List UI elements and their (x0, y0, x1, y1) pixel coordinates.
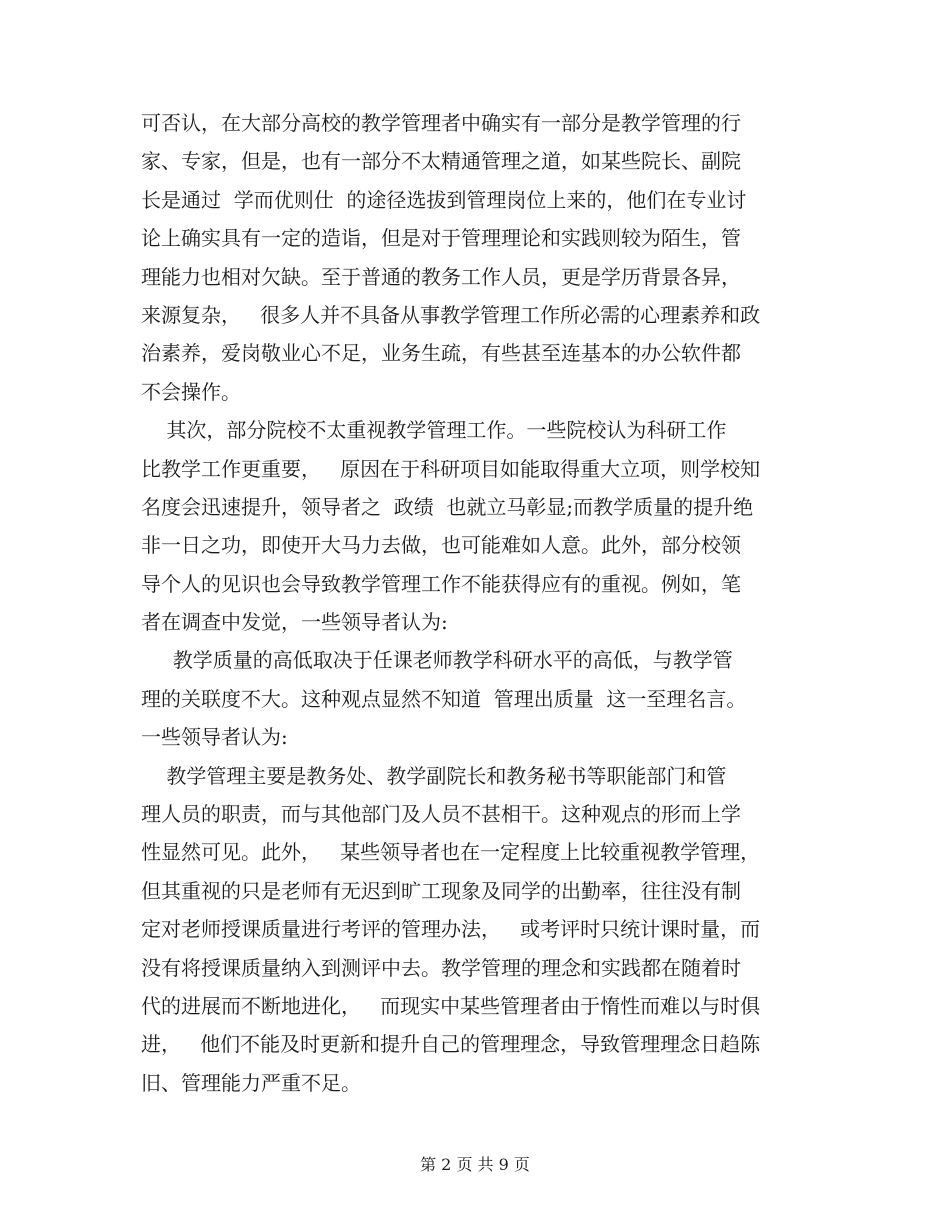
page-footer: 第 2 页 共 9 页 (420, 1155, 530, 1174)
text-line: 论上确实具有一定的造诣，但是对于管理理论和实践则较为陌生，管 (141, 226, 741, 251)
text-line: 教学管理主要是教务处、教学副院长和教务秘书等职能部门和管 (141, 763, 727, 788)
text-line: 来源复杂， 很多人并不具备从事教学管理工作所必需的心理素养和政 (141, 302, 761, 327)
text-line: 者在调查中发觉，一些领导者认为: (141, 610, 448, 635)
text-line: 定对老师授课质量进行考评的管理办法， 或考评时只统计课时量，而 (141, 917, 761, 942)
text-line: 比教学工作更重要， 原因在于科研项目如能取得重大立项，则学校知 (141, 456, 761, 481)
text-line: 长是通过 学而优则仕 的途径选拔到管理岗位上来的，他们在专业讨 (141, 187, 747, 212)
body-text (141, 104, 813, 1102)
text-line: 没有将授课质量纳入到测评中去。教学管理的理念和实践都在随着时 (141, 955, 741, 980)
text-line: 名度会迅速提升，领导者之 政绩 也就立马彰显;而教学质量的提升绝 (141, 494, 754, 519)
text-line: 非一日之功，即使开大马力去做，也可能难如人意。此外，部分校领 (141, 533, 741, 558)
text-line: 但其重视的只是老师有无迟到旷工现象及同学的出勤率，往往没有制 (141, 878, 741, 903)
text-line: 一些领导者认为: (141, 725, 288, 750)
text-line: 不会操作。 (141, 379, 241, 404)
text-line: 可否认，在大部分高校的教学管理者中确实有一部分是教学管理的行 (141, 111, 741, 135)
text-line: 进， 他们不能及时更新和提升自己的管理理念，导致管理理念日趋陈 (141, 1032, 761, 1057)
text-line: 代的进展而不断地进化， 而现实中某些管理者由于惰性而难以与时俱 (141, 993, 761, 1018)
text-line: 理人员的职责，而与其他部门及人员不甚相干。这种观点的形而上学 (141, 802, 741, 827)
text-line: 治素养，爱岗敬业心不足，业务生疏，有些甚至连基本的办公软件都 (141, 341, 741, 366)
text-line: 理能力也相对欠缺。至于普通的教务工作人员，更是学历背景各异， (141, 264, 741, 289)
text-line: 家、专家，但是，也有一部分不太精通管理之道，如某些院长、副院 (141, 149, 741, 174)
text-line: 其次，部分院校不太重视教学管理工作。一些院校认为科研工作 (141, 418, 727, 443)
text-line: 性显然可见。此外， 某些领导者也在一定程度上比较重视教学管理， (141, 840, 761, 865)
text-line: 理的关联度不大。这种观点显然不知道 管理出质量 这一至理名言。 (141, 686, 747, 711)
text-line: 导个人的见识也会导致教学管理工作不能获得应有的重视。例如，笔 (141, 571, 741, 596)
text-line: 旧、管理能力严重不足。 (141, 1070, 361, 1095)
text-line: 教学质量的高低取决于任课老师教学科研水平的高低，与教学管 (141, 648, 733, 673)
